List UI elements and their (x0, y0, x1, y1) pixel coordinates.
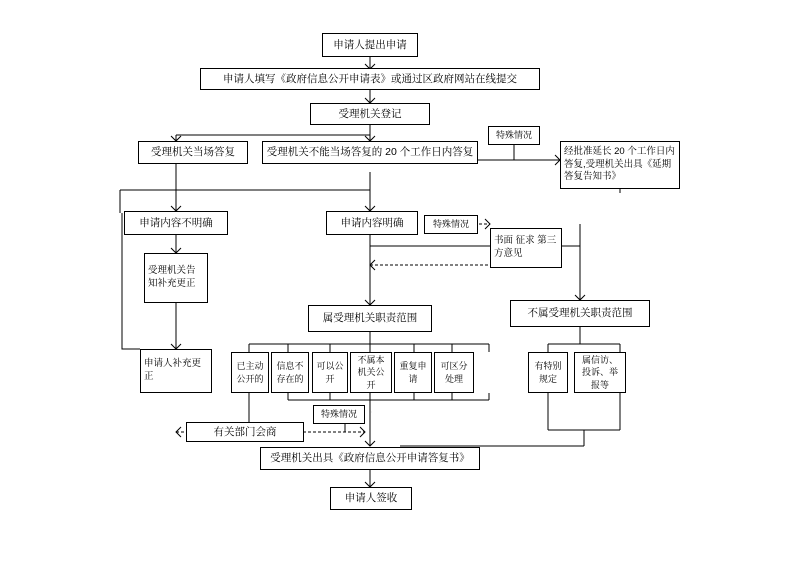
node-reply-within-20-days: 受理机关不能当场答复的 20 个工作日内答复 (262, 141, 478, 164)
node-within-agency-scope: 属受理机关职责范围 (308, 305, 432, 332)
node-can-be-public: 可以公开 (312, 352, 348, 393)
node-consult-third-party: 书面 征求 第三方意见 (490, 228, 562, 268)
node-duplicate-request: 重复申请 (394, 352, 432, 393)
node-special-provision: 有特别规定 (528, 352, 568, 393)
node-request-unclear: 申请内容不明确 (124, 211, 228, 235)
node-notify-supplement: 受理机关告知补充更正 (144, 253, 208, 303)
node-already-public: 已主动公开的 (231, 352, 269, 393)
node-extended-reply-notice: 经批准延长 20 个工作日内答复,受理机关出具《延期答复告知书》 (560, 141, 680, 189)
node-applicant-submit: 申请人提出申请 (322, 33, 418, 57)
node-applicant-supplement: 申请人补充更正 (140, 349, 212, 393)
node-request-clear: 申请内容明确 (326, 211, 418, 235)
node-info-not-exist: 信息不存在的 (271, 352, 309, 393)
node-fill-application-form: 申请人填写《政府信息公开申请表》或通过区政府网站在线提交 (200, 68, 540, 90)
node-special-case-1: 特殊情况 (488, 126, 540, 145)
node-special-case-3: 特殊情况 (313, 405, 365, 424)
node-special-case-2: 特殊情况 (424, 215, 478, 234)
node-applicant-sign-receipt: 申请人签收 (330, 487, 412, 510)
node-interdepartment-consultation: 有关部门会商 (186, 422, 304, 442)
node-not-this-agency: 不属本机关公开 (350, 352, 392, 393)
node-petition-complaint: 属信访、投诉、举报等 (574, 352, 626, 393)
node-agency-register: 受理机关登记 (310, 103, 430, 125)
node-issue-reply-document: 受理机关出具《政府信息公开申请答复书》 (260, 447, 480, 470)
node-outside-agency-scope: 不属受理机关职责范围 (510, 300, 650, 327)
node-onsite-reply: 受理机关当场答复 (138, 141, 248, 164)
node-separable-processing: 可区分处理 (434, 352, 474, 393)
